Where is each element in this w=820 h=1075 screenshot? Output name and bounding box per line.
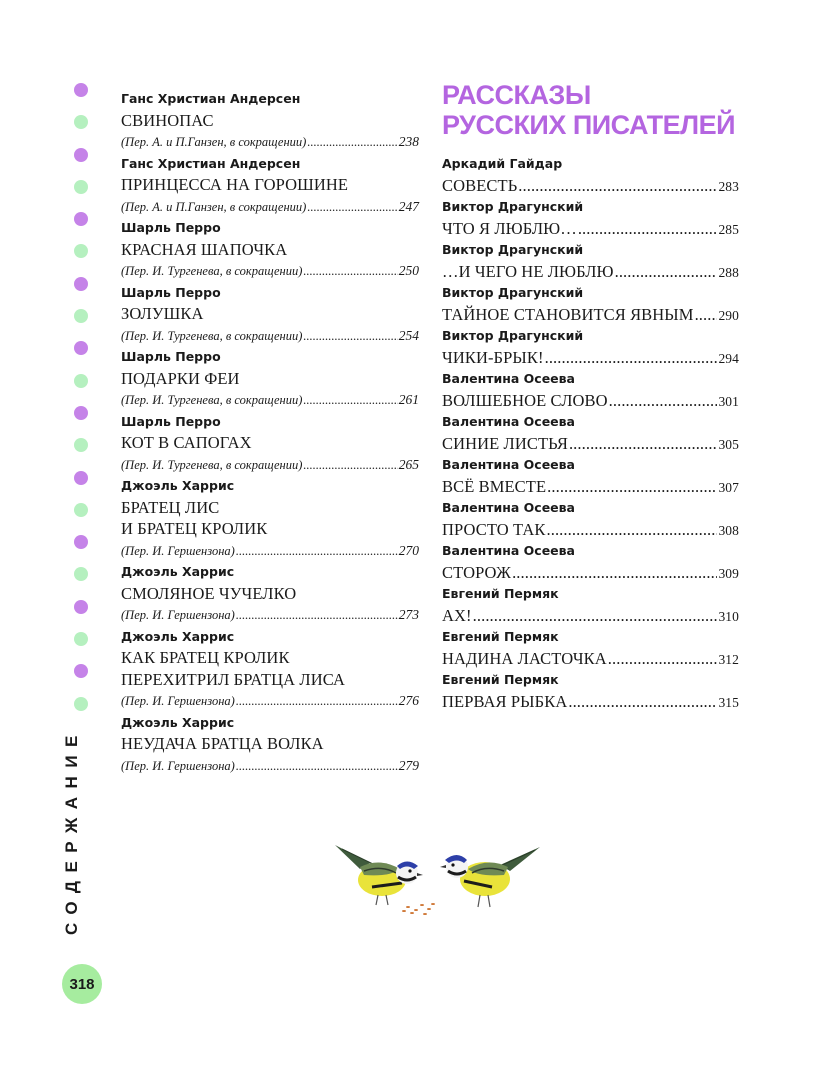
decorative-dot [74,341,88,355]
decorative-dots [74,83,88,729]
entry-translation-row [121,604,419,626]
contents-entry [121,346,419,411]
entry-author: Аркадий Гайдар [442,156,563,171]
contents-entry [121,217,419,282]
entry-page-number: 309 [718,565,739,581]
contents-entry [121,626,419,712]
contents-entry [442,583,739,626]
dot-leader [303,455,397,477]
entry-title: ПЕРЕХИТРИЛ БРАТЦА ЛИСА [121,669,346,689]
entry-translation-row [121,325,419,347]
dot-leader [236,541,398,563]
contents-entry [442,626,739,669]
decorative-dot [74,115,88,129]
section-heading-line: РАССКАЗЫ [442,80,591,110]
entry-translation-note: (Пер. А. и П.Ганзен, в сокращении) [121,135,307,149]
contents-entry [442,196,739,239]
entry-title: ПРОСТО ТАК [442,519,546,539]
entry-page-number: 305 [718,436,739,452]
contents-entry [121,712,419,777]
decorative-dot [74,309,88,323]
entry-title: СОВЕСТЬ [442,175,518,195]
entry-author: Ганс Христиан Андерсен [121,155,301,171]
dot-leader [303,326,397,348]
dot-leader [518,175,717,197]
section-heading [442,80,735,140]
entry-title: ПОДАРКИ ФЕИ [121,368,240,388]
page-number: 318 [69,975,95,993]
entry-author: Джоэль Харрис [121,564,235,579]
dot-leader [545,347,718,369]
entry-title: ПРИНЦЕССА НА ГОРОШИНЕ [121,175,349,194]
contents-entry [442,411,739,454]
contents-entry [442,497,739,540]
entry-author: Виктор Драгунский [442,285,584,300]
entry-translation-row [121,260,419,282]
entry-translation-note: (Пер. И. Тургенева, в сокращении) [121,457,303,472]
entry-title: ПЕРВАЯ РЫБКА [442,691,568,711]
entry-page-number: 279 [398,757,419,773]
decorative-dot [74,244,88,258]
dot-leader [578,218,718,240]
entry-author: Валентина Осеева [442,500,575,515]
decorative-dot [74,697,88,711]
entry-author: Шарль Перро [121,349,221,364]
entry-author: Валентина Осеева [442,371,575,386]
side-section-label: СОДЕРЖАНИЕ [62,727,81,935]
entry-page-number: 285 [718,221,739,237]
entry-title: СМОЛЯНОЕ ЧУЧЕЛКО [121,583,297,603]
decorative-dot [74,438,88,452]
entry-page-number: 254 [398,327,419,343]
decorative-dot [74,180,88,194]
entry-author: Виктор Драгунский [442,242,584,257]
entry-translation-note: (Пер. И. Тургенева, в сокращении) [121,393,303,407]
entry-title-row [442,562,739,584]
decorative-dot [74,535,88,549]
decorative-dot [74,148,88,162]
entry-page-number: 238 [398,134,419,149]
dot-leader [303,390,397,412]
entry-title: ВСЁ ВМЕСТЕ [442,476,547,496]
entry-author: Евгений Пермяк [442,629,559,644]
entry-title-row [442,433,739,455]
contents-entry [442,325,739,368]
entry-author: Евгений Пермяк [442,586,559,601]
entry-title-row [442,261,739,283]
entry-title-row [442,304,739,326]
entry-author: Шарль Перро [121,220,221,235]
decorative-dot [74,374,88,388]
entry-author: Евгений Пермяк [442,672,559,687]
contents-entry [442,669,739,712]
dot-leader [609,390,718,412]
entry-title-row [442,605,739,627]
decorative-dot [74,277,88,291]
entry-title: СТОРОЖ [442,562,512,582]
decorative-dot [74,83,88,97]
decorative-dot [74,600,88,614]
entry-title-row [442,691,739,713]
contents-entry [121,475,419,561]
contents-left-column [121,88,419,776]
dot-leader [608,648,718,670]
entry-translation-row [121,454,419,476]
contents-entry [121,561,419,626]
entry-author: Джоэль Харрис [121,628,235,644]
dot-leader [695,304,718,326]
dot-leader [569,433,717,455]
page-number-badge [62,964,102,1004]
entry-page-number: 265 [398,456,419,472]
contents-entry [442,540,739,583]
entry-page-number: 315 [718,694,739,710]
dot-leader [236,691,398,713]
entry-author: Валентина Осеева [442,457,575,472]
entry-page-number: 276 [398,693,419,708]
entry-page-number: 273 [398,607,419,622]
entry-title: …И ЧЕГО НЕ ЛЮБЛЮ [442,261,614,281]
dot-leader [512,562,717,584]
entry-page-number: 294 [718,350,739,366]
entry-page-number: 283 [718,178,739,194]
birds-illustration [330,835,545,920]
entry-title: СИНИЕ ЛИСТЬЯ [442,433,568,453]
entry-author: Шарль Перро [121,284,221,300]
entry-translation-note: (Пер. И. Гершензона) [121,694,235,708]
entry-page-number: 250 [398,263,419,278]
entry-translation-note: (Пер. И. Гершензона) [121,608,235,622]
entry-page-number: 288 [718,264,739,280]
contents-entry [121,153,419,218]
entry-translation-note: (Пер. И. Тургенева, в сокращении) [121,264,303,278]
decorative-dot [74,471,88,485]
bird-left-icon [335,845,423,905]
decorative-dot [74,503,88,517]
dot-leader [615,261,718,283]
contents-entry [442,368,739,411]
entry-title: НАДИНА ЛАСТОЧКА [442,648,607,668]
dot-leader [307,132,397,154]
dot-leader [547,476,717,498]
entry-title: КАК БРАТЕЦ КРОЛИК [121,648,290,667]
entry-author: Валентина Осеева [442,543,575,558]
contents-entry [442,282,739,325]
entry-title: ВОЛШЕБНОЕ СЛОВО [442,390,608,410]
entry-title: БРАТЕЦ ЛИС [121,497,220,517]
entry-title-row [442,390,739,412]
entry-page-number: 270 [398,542,419,558]
entry-title-row [442,476,739,498]
contents-entry [121,282,419,347]
entry-title: КОТ В САПОГАХ [121,433,252,452]
dot-leader [303,261,397,283]
entry-author: Джоэль Харрис [121,478,235,493]
entry-author: Виктор Драгунский [442,199,584,214]
entry-translation-note: (Пер. И. Тургенева, в сокращении) [121,328,303,343]
entry-title: КРАСНАЯ ШАПОЧКА [121,239,288,259]
entry-page-number: 290 [718,307,739,323]
entry-title: ЧИКИ-БРЫК! [442,347,544,367]
entry-title: И БРАТЕЦ КРОЛИК [121,519,268,538]
section-heading-line: РУССКИХ ПИСАТЕЛЕЙ [442,110,735,140]
entry-page-number: 312 [718,651,739,667]
contents-entry [442,454,739,497]
entry-translation-note: (Пер. И. Гершензона) [121,543,235,558]
entry-title-row [442,648,739,670]
dot-leader [568,691,717,713]
entry-translation-row [121,389,419,411]
dot-leader [473,605,718,627]
entry-translation-row [121,131,419,153]
entry-title-row [442,519,739,541]
entry-translation-row [121,690,419,712]
entry-translation-note: (Пер. А. и П.Ганзен, в сокращении) [121,199,307,214]
entry-page-number: 247 [398,198,419,214]
contents-right-column [442,153,739,712]
entry-page-number: 261 [398,392,419,407]
bird-right-icon [440,847,540,907]
dot-leader [236,756,398,778]
entry-title: НЕУДАЧА БРАТЦА ВОЛКА [121,734,324,753]
entry-page-number: 301 [718,393,739,409]
entry-author: Валентина Осеева [442,414,575,429]
entry-author: Ганс Христиан Андерсен [121,91,301,106]
decorative-dot [74,406,88,420]
dot-leader [236,605,398,627]
dot-leader [547,519,718,541]
entry-title: ТАЙНОЕ СТАНОВИТСЯ ЯВНЫМ [442,304,694,324]
entry-author: Джоэль Харрис [121,714,235,730]
entry-title: АХ! [442,605,472,625]
contents-entry [442,239,739,282]
entry-translation-note: (Пер. И. Гершензона) [121,758,235,773]
entry-page-number: 310 [718,608,739,624]
entry-author: Шарль Перро [121,413,221,429]
entry-translation-row [121,755,419,777]
contents-entry [121,88,419,153]
entry-title-row [442,347,739,369]
contents-entry [442,153,739,196]
decorative-dot [74,632,88,646]
decorative-dot [74,212,88,226]
contents-entry [121,411,419,476]
dot-leader [307,197,397,219]
entry-title-row [442,175,739,197]
entry-translation-row [121,540,419,562]
entry-page-number: 307 [718,479,739,495]
entry-page-number: 308 [718,522,739,538]
entry-title-row [442,218,739,240]
entry-author: Виктор Драгунский [442,328,584,343]
entry-title: СВИНОПАС [121,110,214,130]
entry-title: ЧТО Я ЛЮБЛЮ… [442,218,577,238]
decorative-dot [74,567,88,581]
decorative-dot [74,664,88,678]
entry-title: ЗОЛУШКА [121,304,204,323]
entry-translation-row [121,196,419,218]
seeds-icon [402,903,435,915]
